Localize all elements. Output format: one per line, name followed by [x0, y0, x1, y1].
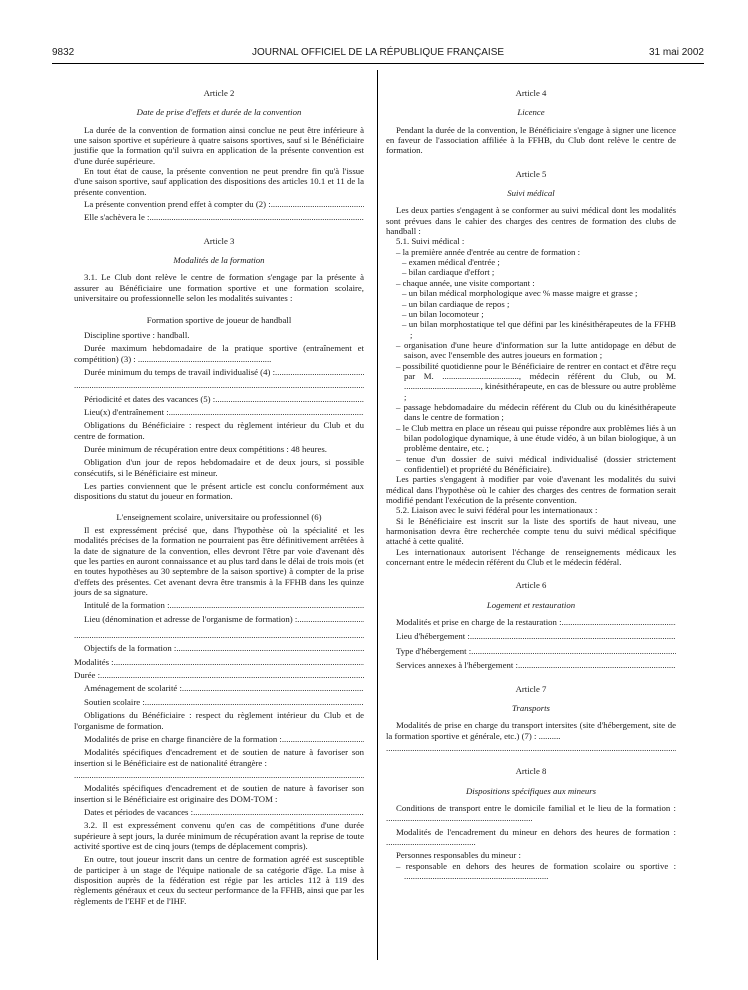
entry-exam-item: – examen médical d'entrée ;: [402, 257, 500, 268]
article-6-title: Article 6: [515, 580, 547, 591]
supervision-paragraph: Modalités de l'encadrement du mineur en dehors des heures de formation : .........................................: [386, 826, 676, 847]
article-4-title: Article 4: [515, 88, 547, 98]
article-7-title: Article 7: [515, 683, 547, 694]
training-location-field: Lieu(x) d'entraînement : .....: [74, 407, 364, 417]
article-3-subtitle: Modalités de la formation: [173, 255, 265, 266]
school-training-heading: L'enseignement scolaire, universitaire ou professionnel (6): [116, 511, 322, 522]
article-8-title: Article 8: [515, 766, 547, 777]
daily-contact-item: – possibilité quotidienne pour le Bénéficiaire de rentrer en contact et d'être reçu par M. ..................................., médecin référent du Club, ou M. ..................................., kinésithérapeute, en cas de blessure ou autre problème ;: [396, 360, 676, 402]
foreign-nationality-support: Modalités spécifiques d'encadrement et de soutien de nature à favoriser son insertion si le Bénéficiaire est de nationalité étrangère :: [74, 747, 364, 768]
article-2-paragraph-2: En tout état de cause, la présente convention ne peut prendre fin qu'à l'issue d'une saison sportive, sauf application des dispositions des articles 10.1 et 11 de la présente convention.: [74, 166, 364, 197]
paragraph-3-2: 3.2. Il est expressément convenu qu'en cas de compétitions d'une durée supérieure à sept jours, la durée minimum de récupération avant la reprise de toute activité sportive est de cinq jours (temps de déplacement compris).: [74, 820, 364, 851]
morphological-item: – un bilan médical morphologique avec % masse maigre et grasse ;: [402, 288, 638, 299]
internationals-paragraph: Les internationaux autorisent l'échange de renseignements médicaux les concernant entre le médecin référent du Club et le médecin fédéral.: [386, 546, 676, 568]
parties-agreement: Les parties conviennent que le présent article est conclu conformément aux dispositions du statut du joueur en formation.: [74, 480, 364, 502]
right-column: [386, 88, 676, 881]
training-title-field: Intitulé de la formation : .....: [74, 600, 364, 610]
article-3-paragraph-1: 3.1. Le Club dont relève le centre de formation s'engage par la présente à assurer au Bénéficiaire une formation sportive et une formation scolaire, universitaire ou professionnelle selon les modalités suivantes :: [74, 272, 364, 304]
individual-work-duration: Durée minimum du temps de travail individualisé (4) : .....: [74, 367, 364, 377]
locomotor-item: – un bilan locomoteur ;: [402, 308, 484, 319]
national-team-paragraph: En outre, tout joueur inscrit dans un centre de formation agréé est susceptible de participer à un stage de l'équipe nationale de sa catégorie d'âge. La mise à disposition auprès de la fédération est régie par les articles 112 à 119 des règlements généraux et ceux du secteur performance de la FFHB, ainsi que par les règlements de l'EHF et de l'IHF.: [74, 854, 364, 906]
outside-hours-responsible: – responsable en dehors des heures de formation scolaire ou sportive : ..................................................................: [396, 860, 676, 881]
page-number: 9832: [52, 47, 75, 58]
end-date-field: Elle s'achèvera le : .....: [74, 212, 364, 222]
sport-training-heading: Formation sportive de joueur de handball: [146, 314, 292, 325]
beneficiary-obligations: Obligations du Bénéficiaire : respect du règlement intérieur du Club et du centre de formation.: [74, 420, 364, 441]
journal-title: JOURNAL OFFICIEL DE LA RÉPUBLIQUE FRANÇAISE: [251, 47, 505, 58]
weekly-visit-item: – passage hebdomadaire du médecin référent du Club ou du kinésithérapeute dans le centre de formation ;: [396, 401, 676, 423]
article-5-subtitle: Suivi médical: [507, 188, 555, 199]
high-level-paragraph: Si le Bénéficiaire est inscrit sur la liste des sportifs de haut niveau, une harmonisation devra être recherchée compte tenu du suivi médical spécifique attaché à cette qualité.: [386, 515, 676, 547]
financial-support-field: Modalités de prise en charge financière de la formation : .....: [74, 734, 364, 744]
organisation-obligations: Obligations du Bénéficiaire : respect du règlement intérieur du Club et de l'organisme de formation.: [74, 710, 364, 731]
accommodation-place-field: Lieu d'hébergement : .....: [386, 631, 676, 641]
morphostatic-item: – un bilan morphostatique tel que défini par les kinésithérapeutes de la FFHB ;: [402, 319, 676, 340]
antidoping-item: – organisation d'une heure d'information sur la lutte antidopage en début de saison, avec l'ensemble des autres joueurs en formation ;: [396, 339, 676, 361]
article-5-title: Article 5: [515, 168, 547, 179]
page-header: [52, 47, 704, 61]
recovery-duration: Durée minimum de récupération entre deux compétitions : 48 heures.: [84, 443, 327, 454]
dotted-line: [74, 630, 364, 640]
holiday-periodicity-field: Périodicité et dates des vacances (5) : .....: [74, 394, 364, 404]
school-training-paragraph: Il est expressément précisé que, dans l'hypothèse où la spécialité et les modalités précises de la formation ne pourraient pas être définitivement arrêtées à la date de signature de la convention, elles devront l'être par voie d'avenant dès que les parties en auront connaissance et au plus tard dans le délai de trois mois (et en toutes hypothèses au 30 septembre de la saison sportive) à compter de la prise d'effets des présentes. Cet avenant devra être transmis à la FFHB dans les quinze jours de sa signature.: [74, 525, 364, 598]
dotted-line: [386, 743, 676, 753]
article-3-title: Article 3: [203, 235, 235, 246]
start-date-field: La présente convention prend effet à compter du (2) : .....: [74, 199, 364, 209]
sport-discipline: Discipline sportive : handball.: [84, 329, 190, 340]
domtom-support: Modalités spécifiques d'encadrement et de soutien de nature à favoriser son insertion si le Bénéficiaire est originaire des DOM-TOM :: [74, 783, 364, 804]
cardiac-rest-item: – un bilan cardiaque de repos ;: [402, 298, 510, 309]
weekly-rest-day: Obligation d'un jour de repos hebdomadaire et de deux jours, si possible consécutifs, si le Bénéficiaire est mineur.: [74, 457, 364, 478]
modalities-field: Modalités : .....: [74, 657, 364, 667]
article-4-subtitle: Licence: [517, 107, 545, 118]
column-divider: [377, 70, 378, 960]
medical-followup-label: 5.1. Suivi médical :: [396, 236, 465, 247]
training-organisation-field: Lieu (dénomination et adresse de l'organisme de formation) : .....: [74, 614, 364, 624]
weekly-max-duration: Durée maximum hebdomadaire de la pratique sportive (entraînement et compétition) (3) : .............................................................: [74, 343, 364, 364]
header-rule: [52, 63, 704, 64]
article-7-subtitle: Transports: [512, 702, 550, 713]
federal-liaison-label: 5.2. Liaison avec le suivi fédéral pour les internationaux :: [396, 505, 598, 516]
duration-field: Durée : .....: [74, 670, 364, 680]
dotted-line: [74, 380, 364, 390]
article-2-subtitle: Date de prise d'effets et durée de la convention: [136, 107, 302, 118]
publication-date: 31 mai 2002: [648, 47, 704, 58]
holiday-dates-field: Dates et périodes de vacances : .....: [74, 807, 364, 817]
article-2-title: Article 2: [203, 88, 235, 98]
left-column: [74, 88, 364, 906]
article-4-paragraph: Pendant la durée de la convention, le Bénéficiaire s'engage à signer une licence en faveur de l'association affiliée à la FFHB, du Club dont relève le centre de formation.: [386, 124, 676, 156]
schooling-arrangement-field: Aménagement de scolarité : .....: [74, 683, 364, 693]
accommodation-services-field: Services annexes à l'hébergement : .....: [386, 660, 676, 670]
article-8-subtitle: Dispositions spécifiques aux mineurs: [465, 785, 597, 796]
article-5-paragraph-1: Les deux parties s'engagent à se conformer au suivi médical dont les modalités sont prévues dans le cahier des charges des centres de formation des clubs de handball :: [386, 205, 676, 237]
network-item: – le Club mettra en place un réseau qui puisse répondre aux problèmes liés à un bilan podologique dynamique, à une étude vidéo, à un bilan biologique, à un problème dentaire, etc. ;: [396, 422, 676, 454]
dotted-line: [74, 770, 364, 780]
catering-field: Modalités et prise en charge de la restauration : .....: [386, 617, 676, 627]
responsible-persons-label: Personnes responsables du mineur :: [396, 850, 521, 861]
article-2-paragraph-1: La durée de la convention de formation ainsi conclue ne peut être inférieure à une saison sportive et supérieure à quatre saisons sportives, sauf si le Bénéficiaire justifie que la formation qu'il suivra en application de la présente convention est d'une durée supérieure.: [74, 124, 364, 166]
school-support-field: Soutien scolaire : .....: [74, 697, 364, 707]
training-objectives-field: Objectifs de la formation : .....: [74, 643, 364, 653]
article-5-paragraph-2: Les parties s'engagent à modifier par voie d'avenant les modalités du suivi médical dans l'hypothèse où le cahier des charges des centres de formation serait modifié pendant l'exécution de la présente convention.: [386, 474, 676, 506]
home-transport-paragraph: Conditions de transport entre le domicile familial et le lieu de la formation : ...................................................................: [386, 802, 676, 824]
transport-paragraph: Modalités de prise en charge du transport intersites (site d'hébergement, site de la formation sportive et générale, etc.) (7) : ..........: [386, 720, 676, 741]
first-year-item: – la première année d'entrée au centre de formation :: [396, 246, 581, 257]
cardiac-effort-item: – bilan cardiaque d'effort ;: [402, 267, 495, 278]
accommodation-type-field: Type d'hébergement : .....: [386, 646, 676, 656]
medical-file-item: – tenue d'un dossier de suivi médical individualisé (dossier strictement confidentiel) et propriété du Bénéficiaire).: [396, 453, 676, 474]
yearly-visit-item: – chaque année, une visite comportant :: [396, 277, 535, 288]
article-6-subtitle: Logement et restauration: [486, 599, 576, 610]
